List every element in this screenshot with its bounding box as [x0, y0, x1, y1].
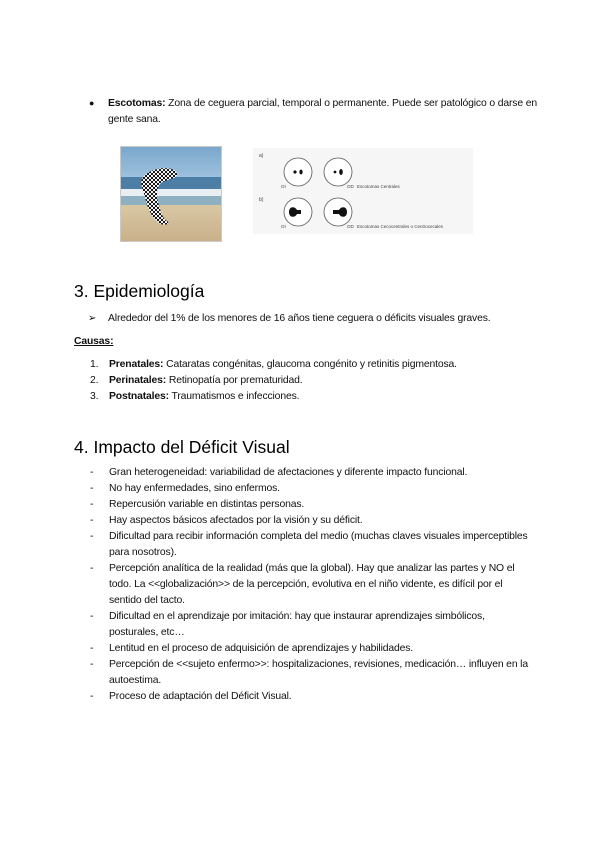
impacto-item — [90, 641, 530, 657]
causa-term: Postnatales: — [109, 391, 169, 402]
section-heading-epidemiologia: 3. Epidemiología — [74, 281, 205, 301]
impacto-item — [90, 481, 530, 497]
dash-bullet: - — [90, 611, 94, 622]
dash-bullet: - — [90, 499, 94, 510]
impacto-item — [90, 689, 530, 705]
impacto-item-text: Gran heterogeneidad: variabilidad de afectaciones y diferente impacto funcional. — [109, 467, 468, 478]
dash-bullet: - — [90, 483, 94, 494]
impacto-item-text: Percepción de <<sujeto enfermo>>: hospitalizaciones, revisiones, medicación… influyen en la autoestima. — [109, 659, 528, 686]
diagram-caption-a: Escotomas Centrales — [357, 184, 400, 189]
causa-item — [90, 389, 457, 405]
arrow-bullet-icon: ➢ — [88, 313, 97, 324]
impacto-item — [90, 657, 530, 689]
impacto-item-text: Lentitud en el proceso de adquisición de aprendizajes y habilidades. — [109, 643, 414, 654]
scotoma-diagram — [253, 148, 473, 234]
section-heading-impacto: 4. Impacto del Déficit Visual — [74, 437, 290, 457]
dash-bullet: - — [90, 563, 94, 574]
causa-item — [90, 357, 457, 373]
impacto-item-text: Dificultad para recibir información completa del medio (muchas claves visuales imperceptibles para nosotros). — [109, 531, 528, 558]
scotoma-diagram-svg — [253, 148, 473, 234]
escotomas-paragraph — [108, 96, 538, 128]
dash-bullet: - — [90, 659, 94, 670]
impacto-item-text: No hay enfermedades, sino enfermos. — [109, 483, 280, 494]
impacto-item — [90, 513, 530, 529]
diagram-label-b: b) — [259, 197, 264, 203]
impacto-item-text: Dificultad en el aprendizaje por imitación: hay que instaurar aprendizajes simbólicos, posturales, etc… — [109, 611, 485, 638]
impacto-item — [90, 497, 530, 513]
impacto-item — [90, 561, 530, 609]
diagram-od-b: OD — [347, 224, 354, 229]
beach-scotoma-image — [121, 147, 221, 241]
impacto-item-text: Hay aspectos básicos afectados por la visión y su déficit. — [109, 515, 363, 526]
epidemiologia-arrow-item — [88, 311, 568, 327]
dash-bullet: - — [90, 531, 94, 542]
epidemiologia-line: Alrededor del 1% de los menores de 16 años tiene ceguera o déficits visuales graves. — [108, 313, 491, 324]
impacto-item-text: Percepción analítica de la realidad (más que la global). Hay que analizar las partes y NO el todo. La <<globalización>> de la percepción, evolutiva en el niño vidente, es difícil por el sentido del tacto. — [109, 563, 515, 606]
diagram-caption-b: Escotomas Cecocentrales o Centrocecales — [357, 224, 444, 229]
causa-number: 1. — [90, 359, 99, 370]
causa-text: Retinopatía por prematuridad. — [166, 375, 303, 386]
impacto-list — [90, 465, 530, 705]
diagram-label-a: a) — [259, 153, 264, 159]
causa-term: Prenatales: — [109, 359, 164, 370]
dash-bullet: - — [90, 515, 94, 526]
causa-text: Traumatismos e infecciones. — [169, 391, 300, 402]
bullet-dot: ● — [89, 98, 95, 108]
causa-number: 2. — [90, 375, 99, 386]
impacto-item-text: Proceso de adaptación del Déficit Visual. — [109, 691, 292, 702]
causa-item — [90, 373, 457, 389]
beach-scotoma-photo — [120, 146, 222, 242]
impacto-item — [90, 465, 530, 481]
diagram-oi-b: OI — [281, 224, 286, 229]
impacto-item — [90, 529, 530, 561]
dash-bullet: - — [90, 691, 94, 702]
dash-bullet: - — [90, 467, 94, 478]
causa-text: Cataratas congénitas, glaucoma congénito y retinitis pigmentosa. — [163, 359, 457, 370]
impacto-item-text: Repercusión variable en distintas personas. — [109, 499, 305, 510]
diagram-oi-a: OI — [281, 184, 286, 189]
causa-term: Perinatales: — [109, 375, 167, 386]
diagram-od-a: OD — [347, 184, 354, 189]
causas-label: Causas: — [74, 336, 114, 347]
impacto-item — [90, 609, 530, 641]
escotomas-text: Zona de ceguera parcial, temporal o permanente. Puede ser patológico o darse en gente sana. — [108, 98, 537, 125]
escotomas-term: Escotomas: — [108, 98, 166, 109]
causa-number: 3. — [90, 391, 99, 402]
dash-bullet: - — [90, 643, 94, 654]
causas-list — [90, 357, 457, 405]
